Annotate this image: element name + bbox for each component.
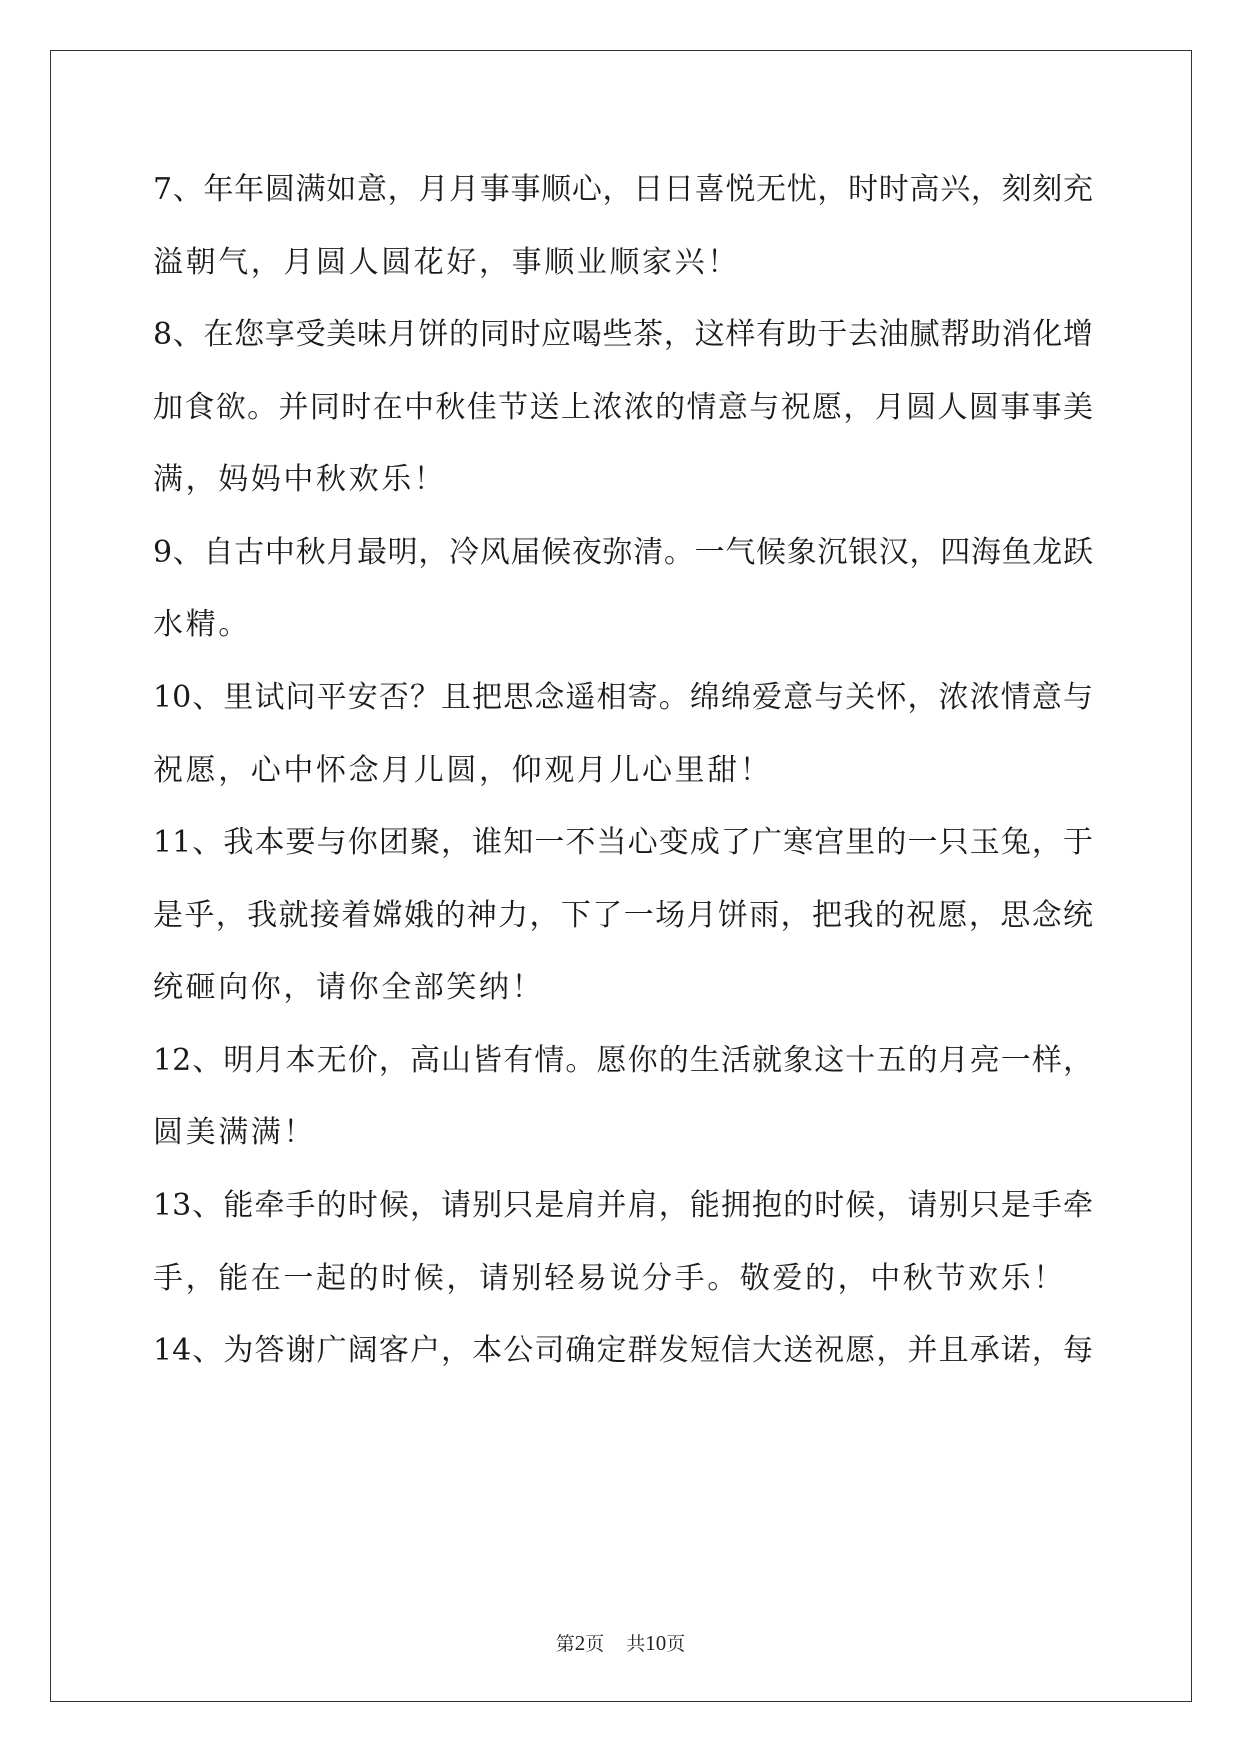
text-line: 9、自古中秋月最明，冷风届候夜弥清。一气候象沉银汉，四海鱼龙跃 xyxy=(153,535,1093,570)
text-line: 8、在您享受美味月饼的同时应喝些茶，这样有助于去油腻帮助消化增 xyxy=(153,317,1093,352)
text-line: 满，妈妈中秋欢乐！ xyxy=(153,462,447,497)
total-suffix: 页 xyxy=(666,1633,686,1655)
text-line: 加食欲。并同时在中秋佳节送上浓浓的情意与祝愿，月圆人圆事事美 xyxy=(153,390,1093,425)
text-line: 圆美满满！ xyxy=(153,1115,316,1150)
text-line: 10、里试问平安否？且把思念遥相寄。绵绵爱意与关怀，浓浓情意与 xyxy=(153,680,1093,715)
text-line: 祝愿，心中怀念月儿圆，仰观月儿心里甜！ xyxy=(153,753,773,788)
text-line: 11、我本要与你团聚，谁知一不当心变成了广寒宫里的一只玉兔，于 xyxy=(153,825,1093,860)
page-footer xyxy=(0,1630,1241,1657)
page-total: 10 xyxy=(645,1631,667,1655)
text-line: 溢朝气，月圆人圆花好，事顺业顺家兴！ xyxy=(153,245,740,280)
page-border xyxy=(50,50,1192,1702)
text-line: 13、能牵手的时候，请别只是肩并肩，能拥抱的时候，请别只是手牵 xyxy=(153,1188,1093,1223)
text-line: 水精。 xyxy=(153,607,251,642)
page-current: 2 xyxy=(574,1631,586,1655)
text-line: 7、年年圆满如意，月月事事顺心，日日喜悦无忧，时时高兴，刻刻充 xyxy=(153,172,1093,207)
text-line: 14、为答谢广阔客户，本公司确定群发短信大送祝愿，并且承诺，每 xyxy=(153,1333,1093,1368)
text-line: 统砸向你，请你全部笑纳！ xyxy=(153,970,545,1005)
text-line: 12、明月本无价，高山皆有情。愿你的生活就象这十五的月亮一样， xyxy=(153,1043,1093,1078)
total-prefix: 共 xyxy=(626,1633,646,1655)
page-prefix: 第 xyxy=(555,1633,575,1655)
text-line: 手，能在一起的时候，请别轻易说分手。敬爱的，中秋节欢乐！ xyxy=(153,1261,1066,1296)
page-suffix: 页 xyxy=(585,1633,605,1655)
text-line: 是乎，我就接着嫦娥的神力，下了一场月饼雨，把我的祝愿，思念统 xyxy=(153,898,1093,933)
